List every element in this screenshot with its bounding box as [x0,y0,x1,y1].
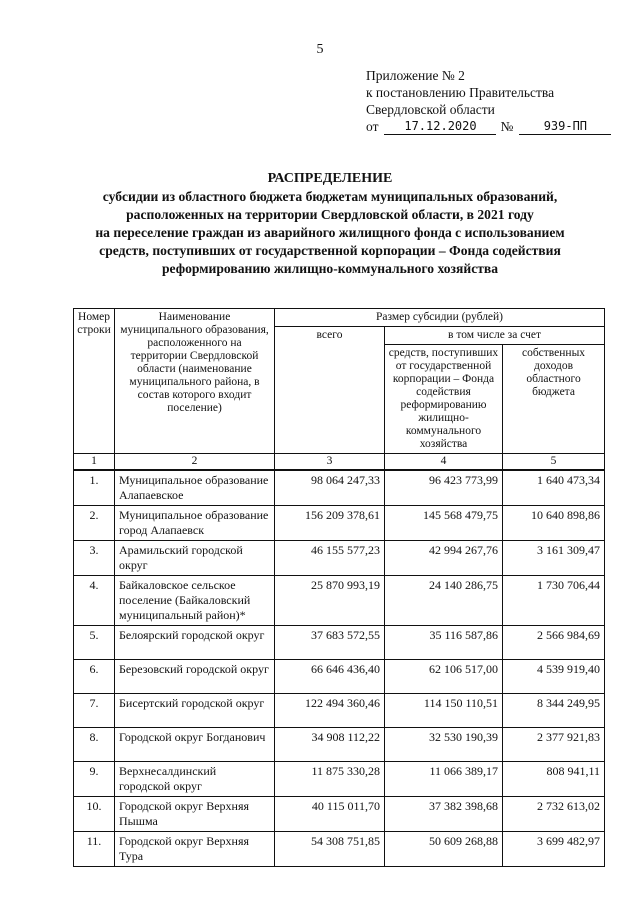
fund-amount: 24 140 286,75 [385,576,503,626]
appendix-line-3: Свердловской области [366,102,495,117]
title-line-5: реформированию жилищно-коммунального хозяйства [161,261,499,276]
column-number: 2 [115,454,275,471]
own-revenue-amount: 1 730 706,44 [503,576,605,626]
municipality-name: Городской округ Верхняя Тура [115,832,275,867]
total-amount: 40 115 011,70 [275,797,385,832]
own-revenue-amount: 10 640 898,86 [503,506,605,541]
own-revenue-amount: 2 732 613,02 [503,797,605,832]
municipality-name: Березовский городской округ [115,660,275,694]
header-municipality-name: Наименование муниципального образования, расположенного на территории Свердловской области (наименование муниципального района, в состав которого входит поселение) [115,309,275,454]
row-number: 11. [74,832,115,867]
total-amount: 34 908 112,22 [275,728,385,762]
municipality-name: Байкаловское сельское поселение (Байкаловский муниципальный район)* [115,576,275,626]
column-number: 1 [74,454,115,471]
own-revenue-amount: 808 941,11 [503,762,605,797]
header-total: всего [275,327,385,454]
table-row [74,660,605,694]
appendix-line-2: к постановлению Правительства [366,85,555,100]
own-revenue-amount: 3 699 482,97 [503,832,605,867]
table-row [74,470,605,506]
header-fund-funds: средств, поступивших от государственной корпорации – Фонда содействия реформированию жилищно-коммунального хозяйства [385,345,503,454]
appendix-line-1: Приложение № 2 [366,68,465,83]
total-amount: 25 870 993,19 [275,576,385,626]
row-number: 3. [74,541,115,576]
total-amount: 11 875 330,28 [275,762,385,797]
document-title [60,170,600,278]
from-label: от [366,119,379,134]
municipality-name: Белоярский городской округ [115,626,275,660]
municipality-name: Муниципальное образование Алапаевское [115,470,275,506]
fund-amount: 35 116 587,86 [385,626,503,660]
fund-amount: 42 994 267,76 [385,541,503,576]
own-revenue-amount: 4 539 919,40 [503,660,605,694]
table-row [74,626,605,660]
total-amount: 54 308 751,85 [275,832,385,867]
own-revenue-amount: 3 161 309,47 [503,541,605,576]
table-row [74,797,605,832]
fund-amount: 96 423 773,99 [385,470,503,506]
table-row [74,832,605,867]
own-revenue-amount: 1 640 473,34 [503,470,605,506]
resolution-date: 17.12.2020 [384,119,496,135]
row-number: 9. [74,762,115,797]
total-amount: 156 209 378,61 [275,506,385,541]
municipality-name: Городской округ Верхняя Пышма [115,797,275,832]
fund-amount: 62 106 517,00 [385,660,503,694]
table-row [74,762,605,797]
fund-amount: 145 568 479,75 [385,506,503,541]
total-amount: 37 683 572,55 [275,626,385,660]
header-row-number: Номер строки [74,309,115,454]
total-amount: 46 155 577,23 [275,541,385,576]
municipality-name: Арамильский городской округ [115,541,275,576]
table-row [74,728,605,762]
number-label: № [500,119,514,134]
municipality-name: Верхнесалдинский городской округ [115,762,275,797]
row-number: 5. [74,626,115,660]
subsidy-table [73,308,605,867]
row-number: 7. [74,694,115,728]
appendix-block [366,67,616,135]
header-including: в том числе за счет [385,327,605,345]
row-number: 6. [74,660,115,694]
table-row [74,576,605,626]
column-numbers-row [74,454,605,471]
title-main: РАСПРЕДЕЛЕНИЕ [267,171,393,186]
total-amount: 66 646 436,40 [275,660,385,694]
own-revenue-amount: 2 377 921,83 [503,728,605,762]
row-number: 10. [74,797,115,832]
municipality-name: Городской округ Богданович [115,728,275,762]
total-amount: 122 494 360,46 [275,694,385,728]
title-line-4: средств, поступивших от государственной корпорации – Фонда содействия [99,243,561,258]
fund-amount: 32 530 190,39 [385,728,503,762]
page-number: 5 [316,42,324,57]
title-line-1: субсидии из областного бюджета бюджетам муниципальных образований, [102,189,558,204]
header-subsidy-amount: Размер субсидии (рублей) [275,309,605,327]
municipality-name: Бисертский городской округ [115,694,275,728]
title-line-3: на переселение граждан из аварийного жилищного фонда с использованием [95,225,565,240]
total-amount: 98 064 247,33 [275,470,385,506]
table-row [74,541,605,576]
fund-amount: 50 609 268,88 [385,832,503,867]
resolution-number: 939-ПП [519,119,611,135]
column-number: 5 [503,454,605,471]
row-number: 4. [74,576,115,626]
table-row [74,506,605,541]
own-revenue-amount: 8 344 249,95 [503,694,605,728]
fund-amount: 114 150 110,51 [385,694,503,728]
resolution-date-number [366,118,616,135]
column-number: 4 [385,454,503,471]
row-number: 1. [74,470,115,506]
own-revenue-amount: 2 566 984,69 [503,626,605,660]
header-own-revenue: собственных доходов областного бюджета [503,345,605,454]
municipality-name: Муниципальное образование город Алапаевск [115,506,275,541]
fund-amount: 11 066 389,17 [385,762,503,797]
column-number: 3 [275,454,385,471]
table-row [74,694,605,728]
row-number: 2. [74,506,115,541]
fund-amount: 37 382 398,68 [385,797,503,832]
title-line-2: расположенных на территории Свердловской области, в 2021 году [126,207,534,222]
row-number: 8. [74,728,115,762]
